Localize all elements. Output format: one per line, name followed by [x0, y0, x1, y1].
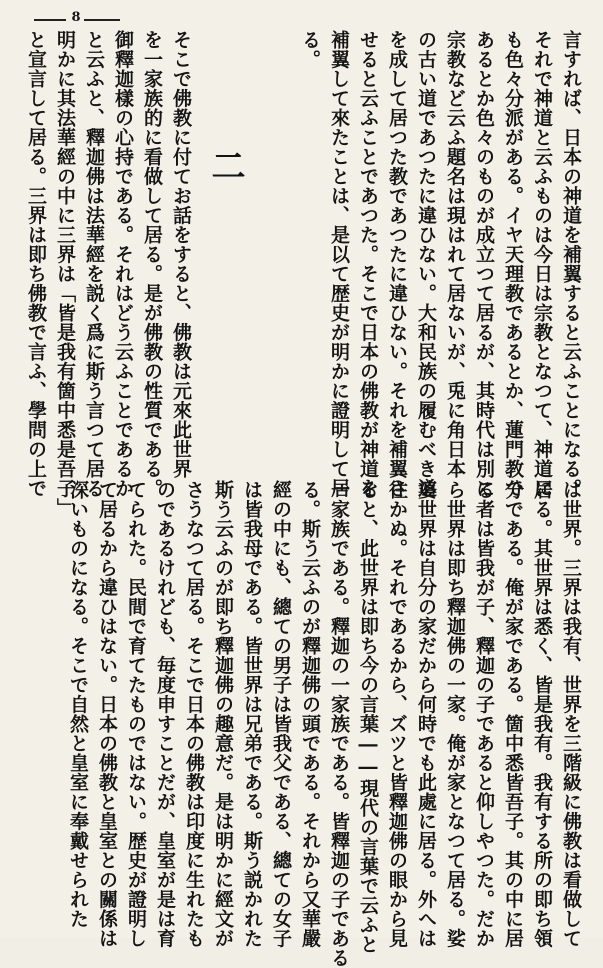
page-number: 8	[71, 10, 81, 25]
text-column: 居る。其世界は悉く、皆是我有。我有する所の即ち領	[531, 480, 553, 948]
text-column: さうなつて居る。そこで日本の佛教は印度に生れたも	[183, 480, 205, 948]
text-column: 婆世界は自分の家だから何時でも此處に居る。外へは	[415, 480, 437, 948]
text-column: の古い道であつたに違ひない。大和民族の履むべき道	[415, 30, 437, 498]
text-column: ら世界は即ち釋迦佛の一家。俺が家となつて居る。娑	[444, 480, 466, 948]
page-header	[34, 10, 120, 26]
text-column: と宣言して居る。三界は即ち佛教で言ふ、學問の上で	[25, 30, 47, 498]
upper-text-block	[20, 30, 585, 518]
header-rule-right	[84, 19, 120, 21]
text-column: 一家族である。釋迦の一家族である。皆釋迦の子である	[328, 480, 350, 968]
text-column: 宗教など云ふ題名は現はれて居ないが、兎に角日本	[444, 30, 466, 479]
text-column: それで神道と云ふものは今日は宗教となつて、神道に	[531, 30, 553, 498]
text-column: せると云ふことであつた。そこで日本の佛教が神道を	[357, 30, 379, 498]
section-spacer	[255, 30, 295, 462]
text-column: を成して居つた教であつたに違ひない。それを補翼さ	[386, 30, 408, 498]
lower-text-block	[20, 480, 585, 968]
text-column: は皆我母である。皆世界は兄弟である。斯う説かれた	[241, 480, 263, 948]
text-column: と云ふと、釋迦佛は法華經を説く爲に斯う言つて居る	[83, 30, 105, 498]
text-column: は世界。三界は我有、世界を三階級に佛教は看做して	[560, 480, 582, 948]
text-column: そこで佛教に付てお話をすると、佛教は元來此世界	[170, 30, 192, 479]
text-column: 經の中にも、總ての男子は皆我父である、總ての女子	[270, 480, 292, 948]
header-rule-left	[34, 19, 66, 21]
text-column: る。	[299, 30, 321, 69]
text-column: 斯う云ふのが即ち釋迦佛の趣意だ。是は明かに經文が	[212, 480, 234, 948]
text-column: る。斯う云ふのが釋迦佛の頭である。それから又華嚴	[299, 480, 321, 948]
text-column: る者は皆我が子、釋迦の子であると仰しやつた。だか	[473, 480, 495, 948]
text-column: 補翼して來たことは、是以て歴史が明かに證明して居	[328, 30, 350, 498]
text-column: を一家族的に看做して居る。是が佛教の性質である。	[141, 30, 163, 498]
text-column: も色々分派がある。イヤ天理教であるとか、蓮門教で	[502, 30, 524, 498]
text-column: 言すれば、日本の神道を補翼すると云ふことになる。	[560, 30, 582, 498]
text-column: 分である。俺が家である。箇中悉皆吾子。其の中に居	[502, 480, 524, 948]
text-column: 深いものになる。そこで自然と皇室に奉戴せられた	[67, 480, 89, 929]
text-column: 明かに其法華經の中に三界は「皆是我有箇中悉是吾子」	[54, 30, 76, 518]
text-column: て居るから違ひはない。日本の佛教と皇室との關係は	[96, 480, 118, 948]
text-column: 往かぬ。それであるから、ズツと皆釋迦佛の眼から見	[386, 480, 408, 948]
text-column: 御釋迦樣の心持である。それはどう云ふことであるか	[112, 30, 134, 498]
text-column: ると、此世界は即ち今の言葉――現代の言葉で云ふと	[357, 480, 379, 954]
section-heading: 二	[205, 148, 245, 182]
text-column: あるとか色々のものが成立つて居るが、其時代は別に	[473, 30, 495, 498]
text-column: のであるけれども、毎度申すことだが、皇室が是は育	[154, 480, 176, 948]
text-column: てられた。民間で育てたものではない。歴史が證明し	[125, 480, 147, 948]
